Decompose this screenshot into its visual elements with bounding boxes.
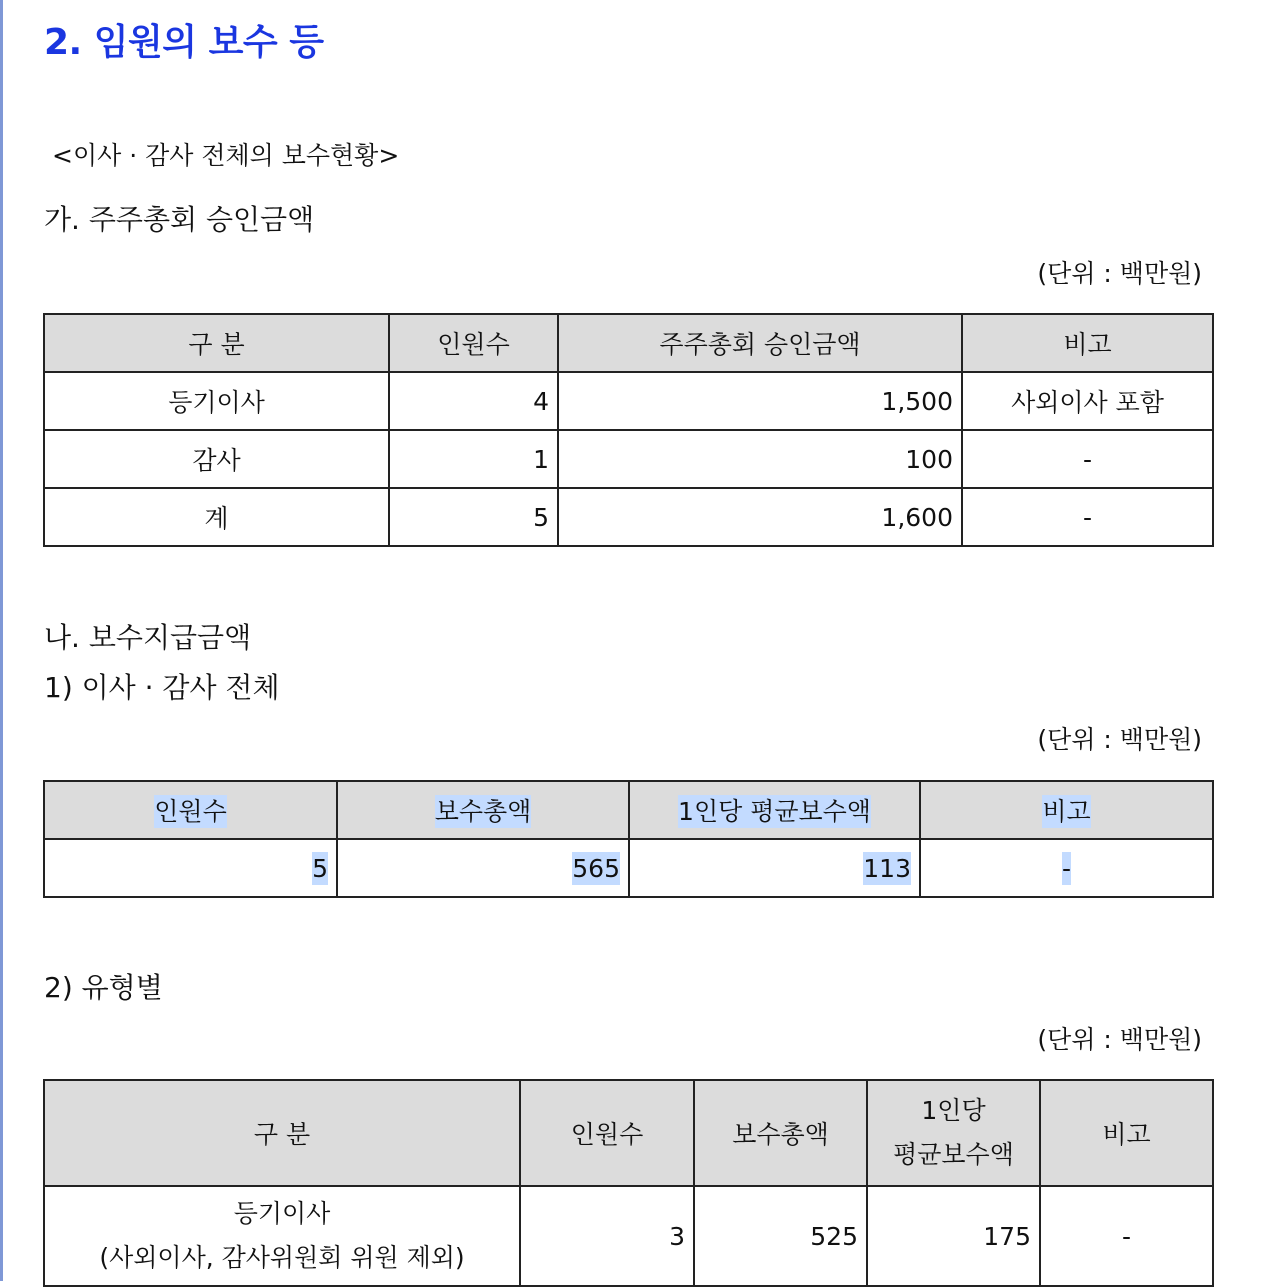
cell-total-pay[interactable] bbox=[337, 839, 629, 897]
header-headcount: 인원수 bbox=[389, 314, 558, 372]
selected-text[interactable]: 113 bbox=[863, 853, 911, 883]
cell-category: 계 bbox=[44, 488, 389, 546]
table-row bbox=[44, 372, 1213, 430]
cell-headcount: 1 bbox=[389, 430, 558, 488]
by-type-subheading: 2) 유형별 bbox=[44, 971, 163, 1004]
all-directors-subheading: 1) 이사 · 감사 전체 bbox=[44, 671, 280, 704]
left-margin-rule bbox=[0, 0, 3, 1281]
selected-text[interactable]: 1인당 평균보수액 bbox=[678, 797, 871, 826]
payment-amount-heading: 나. 보수지급금액 bbox=[44, 621, 252, 654]
approved-amount-table bbox=[43, 313, 1214, 547]
header-avg-pay-line1: 1인당 bbox=[921, 1096, 986, 1125]
table-row bbox=[44, 430, 1213, 488]
cell-category-line1: 등기이사 bbox=[233, 1199, 331, 1228]
table-row bbox=[44, 488, 1213, 546]
header-category: 구 분 bbox=[44, 1080, 520, 1186]
table-header-row bbox=[44, 314, 1213, 372]
cell-avg-pay[interactable] bbox=[629, 839, 920, 897]
header-total-pay: 보수총액 bbox=[694, 1080, 867, 1186]
cell-category: 등기이사 bbox=[44, 372, 389, 430]
selected-text[interactable]: 565 bbox=[572, 853, 620, 883]
header-approved-amount: 주주총회 승인금액 bbox=[558, 314, 962, 372]
cell-headcount: 4 bbox=[389, 372, 558, 430]
cell-amount: 1,500 bbox=[558, 372, 962, 430]
section-subtitle: <이사 · 감사 전체의 보수현황> bbox=[52, 141, 400, 170]
selected-text[interactable]: 5 bbox=[312, 853, 328, 883]
cell-total-pay: 525 bbox=[694, 1186, 867, 1286]
payment-by-type-table bbox=[43, 1079, 1214, 1287]
cell-remarks: - bbox=[962, 430, 1213, 488]
header-remarks: 비고 bbox=[1040, 1080, 1213, 1186]
header-avg-pay[interactable] bbox=[629, 781, 920, 839]
table-header-row bbox=[44, 781, 1213, 839]
header-avg-pay bbox=[867, 1080, 1040, 1186]
cell-category: 감사 bbox=[44, 430, 389, 488]
cell-avg-pay: 175 bbox=[867, 1186, 1040, 1286]
cell-remarks: - bbox=[1040, 1186, 1213, 1286]
cell-remarks: 사외이사 포함 bbox=[962, 372, 1213, 430]
header-remarks[interactable] bbox=[920, 781, 1213, 839]
header-headcount[interactable] bbox=[44, 781, 337, 839]
header-remarks: 비고 bbox=[962, 314, 1213, 372]
page-title: 2. 임원의 보수 등 bbox=[44, 22, 324, 63]
total-payment-table bbox=[43, 780, 1214, 898]
unit-label: (단위 : 백만원) bbox=[1037, 1025, 1202, 1054]
table-row bbox=[44, 1186, 1213, 1286]
cell-remarks[interactable] bbox=[920, 839, 1213, 897]
header-headcount: 인원수 bbox=[520, 1080, 694, 1186]
selected-text[interactable]: - bbox=[1061, 853, 1072, 883]
cell-category bbox=[44, 1186, 520, 1286]
header-category: 구 분 bbox=[44, 314, 389, 372]
selected-text[interactable]: 비고 bbox=[1042, 797, 1091, 826]
table-row bbox=[44, 839, 1213, 897]
unit-label: (단위 : 백만원) bbox=[1037, 259, 1202, 288]
cell-amount: 1,600 bbox=[558, 488, 962, 546]
header-avg-pay-line2: 평균보수액 bbox=[893, 1140, 1014, 1169]
cell-headcount: 5 bbox=[389, 488, 558, 546]
unit-label: (단위 : 백만원) bbox=[1037, 725, 1202, 754]
selected-text[interactable]: 보수총액 bbox=[434, 797, 532, 826]
table-header-row bbox=[44, 1080, 1213, 1186]
header-total-pay[interactable] bbox=[337, 781, 629, 839]
selected-text[interactable]: 인원수 bbox=[154, 797, 227, 826]
cell-headcount: 3 bbox=[520, 1186, 694, 1286]
cell-remarks: - bbox=[962, 488, 1213, 546]
cell-headcount[interactable] bbox=[44, 839, 337, 897]
approved-amount-heading: 가. 주주총회 승인금액 bbox=[44, 203, 315, 236]
cell-amount: 100 bbox=[558, 430, 962, 488]
cell-category-line2: (사외이사, 감사위원회 위원 제외) bbox=[99, 1243, 465, 1272]
